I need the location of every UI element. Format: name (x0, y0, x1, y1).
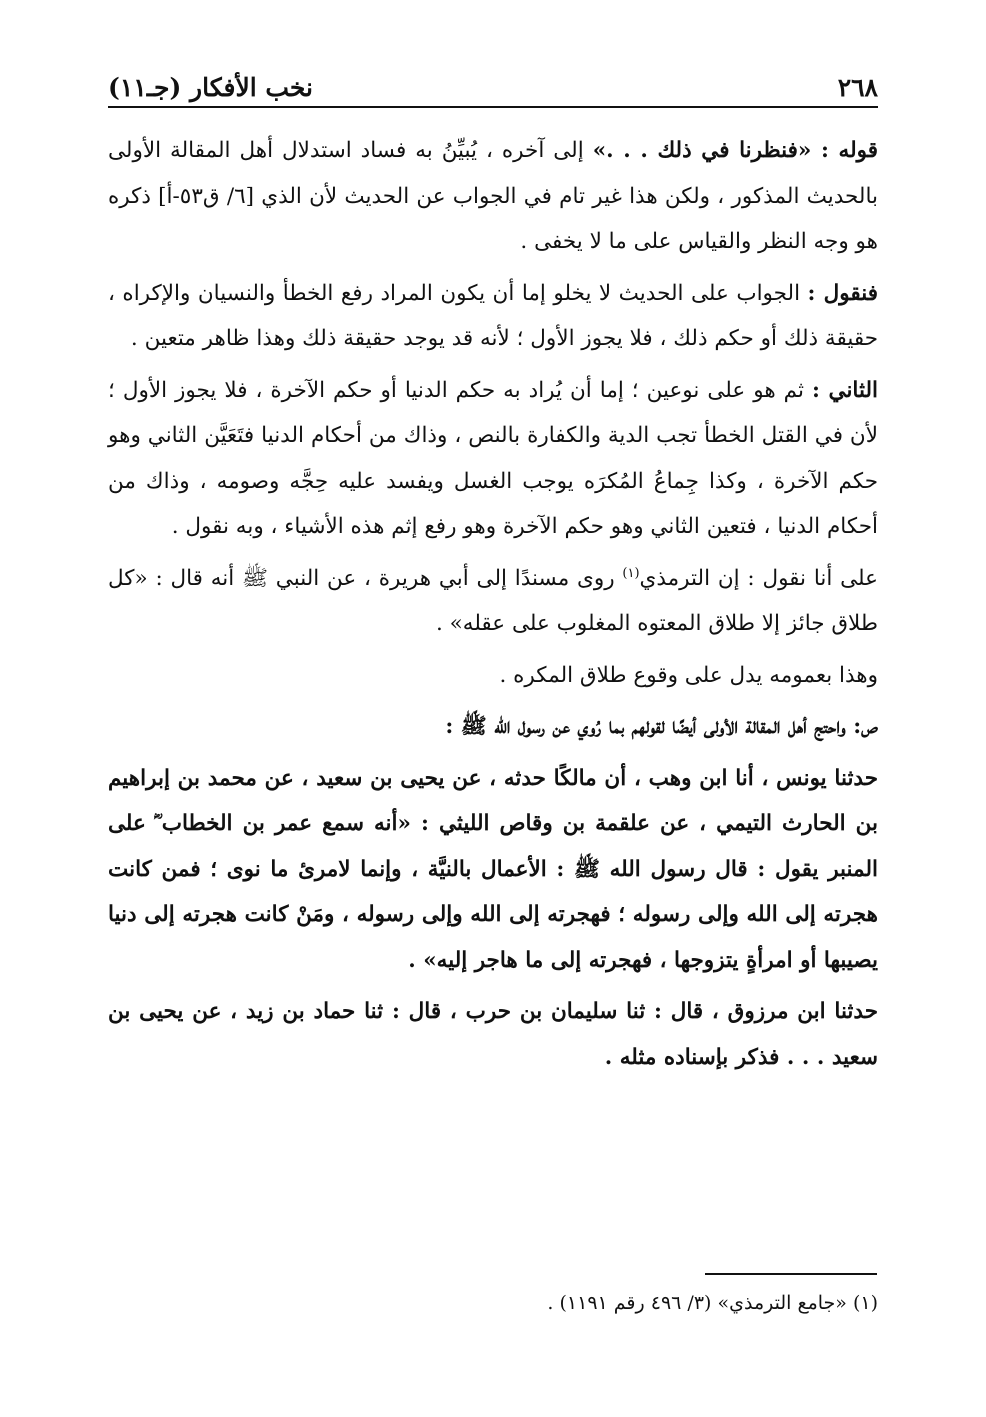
paragraph-lead: الثاني : (811, 377, 878, 403)
hadith-heading: ص: واحتج أهل المقالة الأولى أيضًا لقولهم بما رُوي عن رسول الله ﷺ : (445, 714, 878, 739)
page-header (108, 62, 878, 108)
page-number: ٢٦٨ (837, 73, 878, 102)
paragraph-lead: فنقول : (807, 280, 878, 306)
paragraph-2 (108, 271, 878, 362)
hadith-text-1: حدثنا يونس ، أنا ابن وهب ، أن مالكًا حدثه ، عن يحيى بن سعيد ، عن محمد بن إبراهيم بن الحارث التيمي ، عن علقمة بن وقاص الليثي : «أنه سمع عمر بن الخطاب ؓ على المنبر يقول : قال رسول الله ﷺ : الأعمال بالنيَّة ، وإنما لامرئ ما نوى ؛ فمن كانت هجرته إلى الله وإلى رسوله ؛ فهجرته إلى الله وإلى رسوله ، ومَنْ كانت هجرته إلى دنيا يصيبها أو امرأةٍ يتزوجها ، فهجرته إلى ما هاجر إليه» . (108, 765, 878, 973)
paragraph-5 (108, 653, 878, 699)
book-title: نخب الأفكار (جـ١١) (108, 73, 314, 102)
footnote-separator (705, 1273, 877, 1275)
paragraph-text: إلى آخره ، يُبيِّنُ به فساد استدلال أهل المقالة الأولى بالحديث المذكور ، ولكن هذا غير تام في الجواب عن الحديث لأن الذي [٦/ ق٥٣-أ] ذكره هو وجه النظر والقياس على ما لا يخفى . (108, 138, 878, 254)
paragraph-4 (108, 556, 878, 647)
main-text (108, 128, 878, 1086)
paragraph-1 (108, 128, 878, 265)
hadith-text-2: حدثنا ابن مرزوق ، قال : ثنا سليمان بن حرب ، قال : ثنا حماد بن زيد ، عن يحيى بن سعيد . . . فذكر بإسناده مثله . (108, 999, 878, 1070)
paragraph-text: وهذا بعمومه يدل على وقوع طلاق المكره . (499, 662, 878, 688)
paragraph-lead: قوله : «فنظرنا في ذلك . . .» (592, 138, 878, 163)
footnote: (١) «جامع الترمذي» (٣/ ٤٩٦ رقم ١١٩١) . (547, 1292, 878, 1314)
paragraph-3 (108, 368, 878, 550)
paragraph-text: روى مسندًا إلى أبي هريرة ، عن النبي ﷺ أنه قال : «كل طلاق جائز إلا طلاق المعتوه المغلوب على عقله» . (108, 565, 878, 636)
paragraph-text: ثم هو على نوعين ؛ إما أن يُراد به حكم الدنيا أو حكم الآخرة ، فلا يجوز الأول ؛ لأن في القتل الخطأ تجب الدية والكفارة بالنص ، وذاك من أحكام الدنيا فتَعَيَّن الثاني وهو حكم الآخرة ، وكذا جِماعُ المُكرَه يوجب الغسل ويفسد عليه حِجَّه وصومه ، وذاك من أحكام الدنيا ، فتعين الثاني وهو حكم الآخرة وهو رفع إثم هذه الأشياء ، وبه نقول . (108, 377, 878, 539)
paragraph-text: على أنا نقول : إن الترمذي (639, 565, 879, 591)
footnote-marker[interactable]: (١) (622, 565, 640, 581)
paragraph-text: الجواب على الحديث لا يخلو إما أن يكون المراد رفع الخطأ والنسيان والإكراه ، حقيقة ذلك أو حكم ذلك ، فلا يجوز الأول ؛ لأنه قد يوجد حقيقة ذلك وهذا ظاهر متعين . (108, 280, 878, 351)
